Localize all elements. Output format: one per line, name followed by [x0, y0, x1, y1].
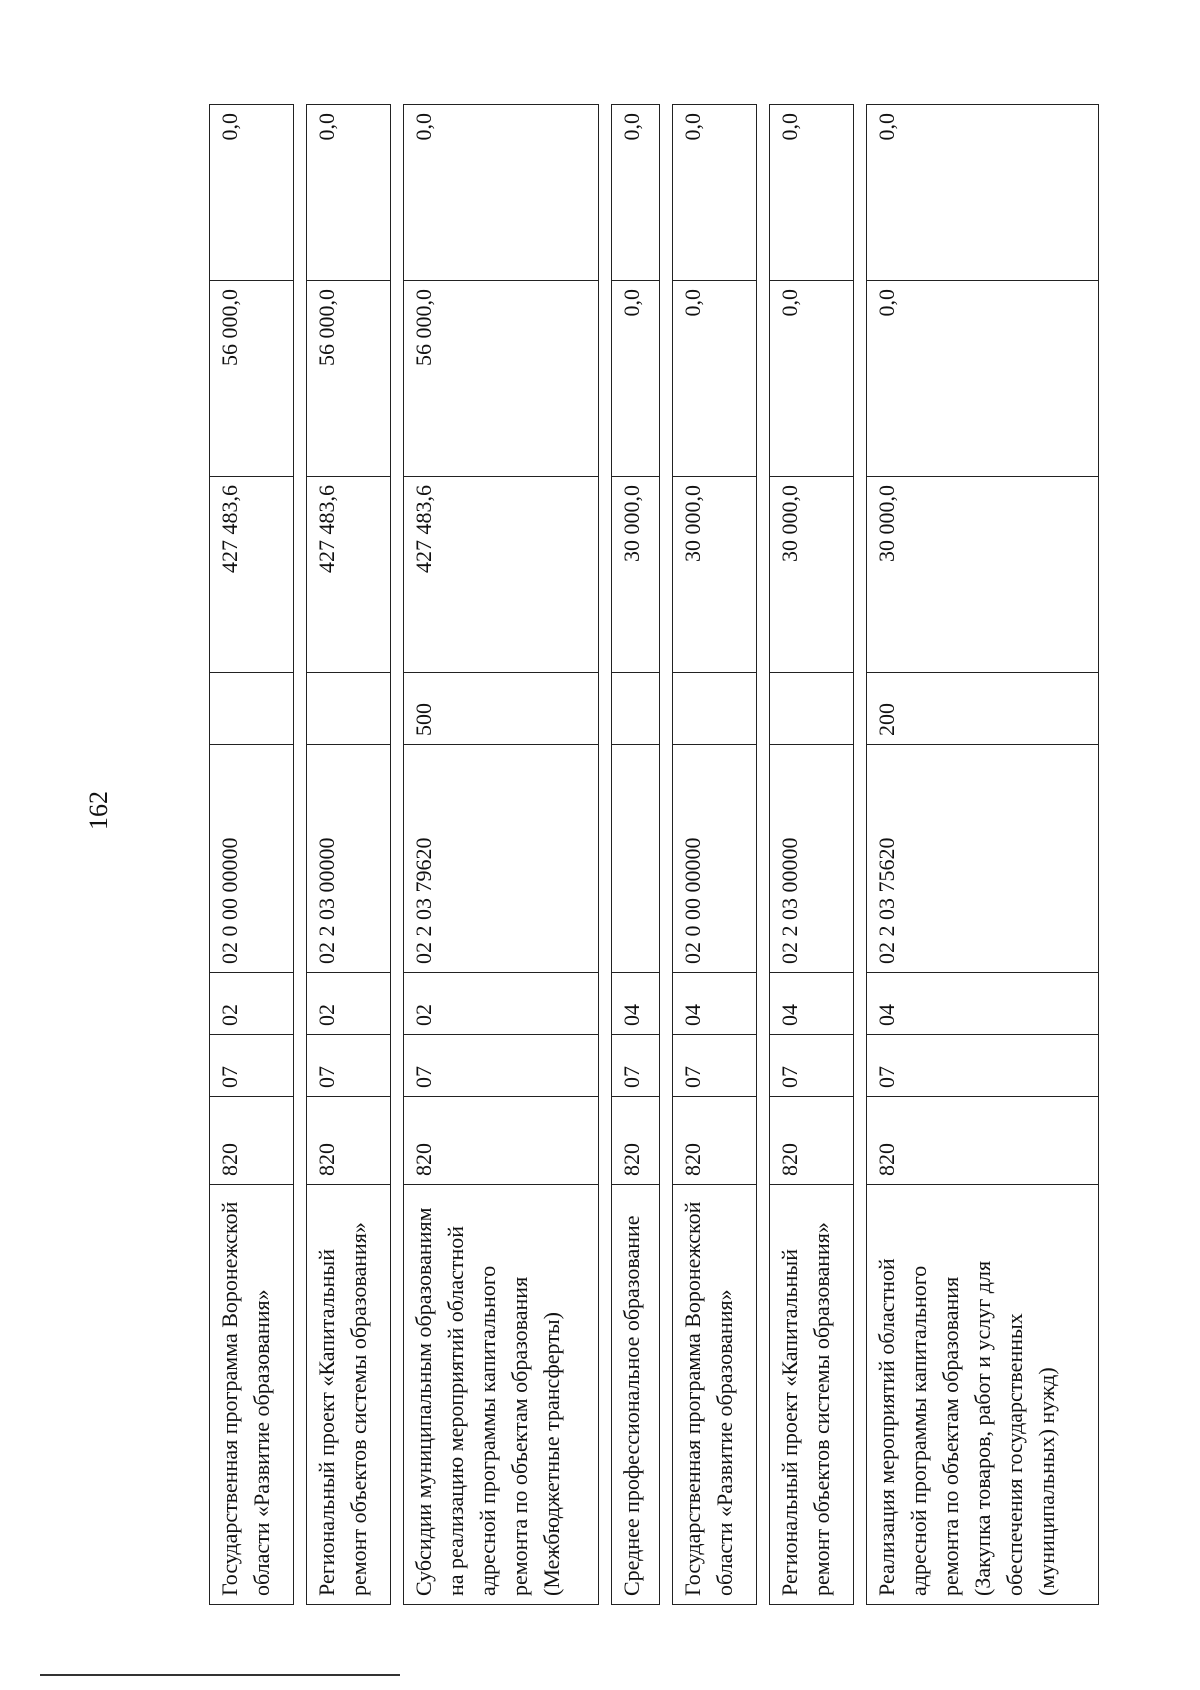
- table-row: [404, 105, 599, 1605]
- table-row: [769, 105, 853, 1605]
- row-value-1: 427 483,6: [210, 477, 294, 673]
- row-pr: 04: [612, 973, 659, 1035]
- row-pr: 04: [867, 973, 1099, 1035]
- row-value-2: 0,0: [867, 281, 1099, 477]
- row-csr: 02 0 00 00000: [672, 745, 756, 973]
- row-pr: 02: [404, 973, 599, 1035]
- row-vr: 500: [404, 673, 599, 745]
- table-row: [867, 105, 1099, 1605]
- row-csr: 02 2 03 75620: [867, 745, 1099, 973]
- table-row: [612, 105, 659, 1605]
- budget-table: [209, 104, 1099, 1605]
- row-value-1: 30 000,0: [867, 477, 1099, 673]
- row-value-2: 56 000,0: [404, 281, 599, 477]
- row-value-2: 56 000,0: [307, 281, 391, 477]
- page-number: 162: [84, 791, 113, 830]
- row-gap: [391, 105, 404, 1605]
- row-value-2: 0,0: [612, 281, 659, 477]
- row-gr: 820: [612, 1097, 659, 1185]
- row-gr: 820: [307, 1097, 391, 1185]
- row-name: Региональный проект «Капитальный ремонт объектов системы образования»: [307, 1185, 391, 1605]
- row-name: Региональный проект «Капитальный ремонт объектов системы образования»: [769, 1185, 853, 1605]
- row-pr: 02: [307, 973, 391, 1035]
- row-gr: 820: [404, 1097, 599, 1185]
- table-row: [307, 105, 391, 1605]
- row-name: Государственная программа Воронежской области «Развитие образования»: [672, 1185, 756, 1605]
- row-gr: 820: [210, 1097, 294, 1185]
- row-name: Субсидии муниципальным образованиям на реализацию мероприятий областной адресной программы капитального ремонта по объектам образования (Межбюджетные трансферты): [404, 1185, 599, 1605]
- budget-table-wrapper: [209, 105, 1099, 1605]
- row-value-2: 0,0: [769, 281, 853, 477]
- row-value-3: 0,0: [769, 105, 853, 281]
- row-value-3: 0,0: [672, 105, 756, 281]
- row-value-1: 30 000,0: [769, 477, 853, 673]
- row-rz: 07: [210, 1035, 294, 1097]
- row-name: Реализация мероприятий областной адресной программы капитального ремонта по объектам образования (Закупка товаров, работ и услуг для обеспечения государственных (муниципальных) нужд): [867, 1185, 1099, 1605]
- row-gr: 820: [769, 1097, 853, 1185]
- row-pr: 02: [210, 973, 294, 1035]
- row-value-1: 427 483,6: [404, 477, 599, 673]
- row-value-3: 0,0: [210, 105, 294, 281]
- row-vr: [769, 673, 853, 745]
- row-gr: 820: [867, 1097, 1099, 1185]
- table-row: [210, 105, 294, 1605]
- row-vr: [672, 673, 756, 745]
- table-row: [672, 105, 756, 1605]
- row-pr: 04: [769, 973, 853, 1035]
- row-csr: 02 2 03 00000: [769, 745, 853, 973]
- row-gap: [599, 105, 612, 1605]
- row-value-2: 56 000,0: [210, 281, 294, 477]
- row-rz: 07: [769, 1035, 853, 1097]
- row-value-3: 0,0: [612, 105, 659, 281]
- row-gap: [659, 105, 672, 1605]
- row-vr: [210, 673, 294, 745]
- row-gap: [756, 105, 769, 1605]
- row-rz: 07: [404, 1035, 599, 1097]
- row-rz: 07: [307, 1035, 391, 1097]
- row-value-1: 30 000,0: [672, 477, 756, 673]
- row-gap: [294, 105, 307, 1605]
- row-rz: 07: [867, 1035, 1099, 1097]
- row-gr: 820: [672, 1097, 756, 1185]
- footer-rule: [40, 1674, 400, 1676]
- row-pr: 04: [672, 973, 756, 1035]
- row-value-1: 30 000,0: [612, 477, 659, 673]
- row-value-3: 0,0: [867, 105, 1099, 281]
- row-gap: [854, 105, 867, 1605]
- row-vr: [612, 673, 659, 745]
- row-csr: 02 2 03 79620: [404, 745, 599, 973]
- row-name: Среднее профессиональное образование: [612, 1185, 659, 1605]
- row-csr: 02 0 00 00000: [210, 745, 294, 973]
- row-value-3: 0,0: [404, 105, 599, 281]
- row-rz: 07: [672, 1035, 756, 1097]
- row-value-1: 427 483,6: [307, 477, 391, 673]
- row-value-2: 0,0: [672, 281, 756, 477]
- row-value-3: 0,0: [307, 105, 391, 281]
- row-vr: 200: [867, 673, 1099, 745]
- row-csr: 02 2 03 00000: [307, 745, 391, 973]
- row-csr: [612, 745, 659, 973]
- row-vr: [307, 673, 391, 745]
- row-name: Государственная программа Воронежской области «Развитие образования»: [210, 1185, 294, 1605]
- row-rz: 07: [612, 1035, 659, 1097]
